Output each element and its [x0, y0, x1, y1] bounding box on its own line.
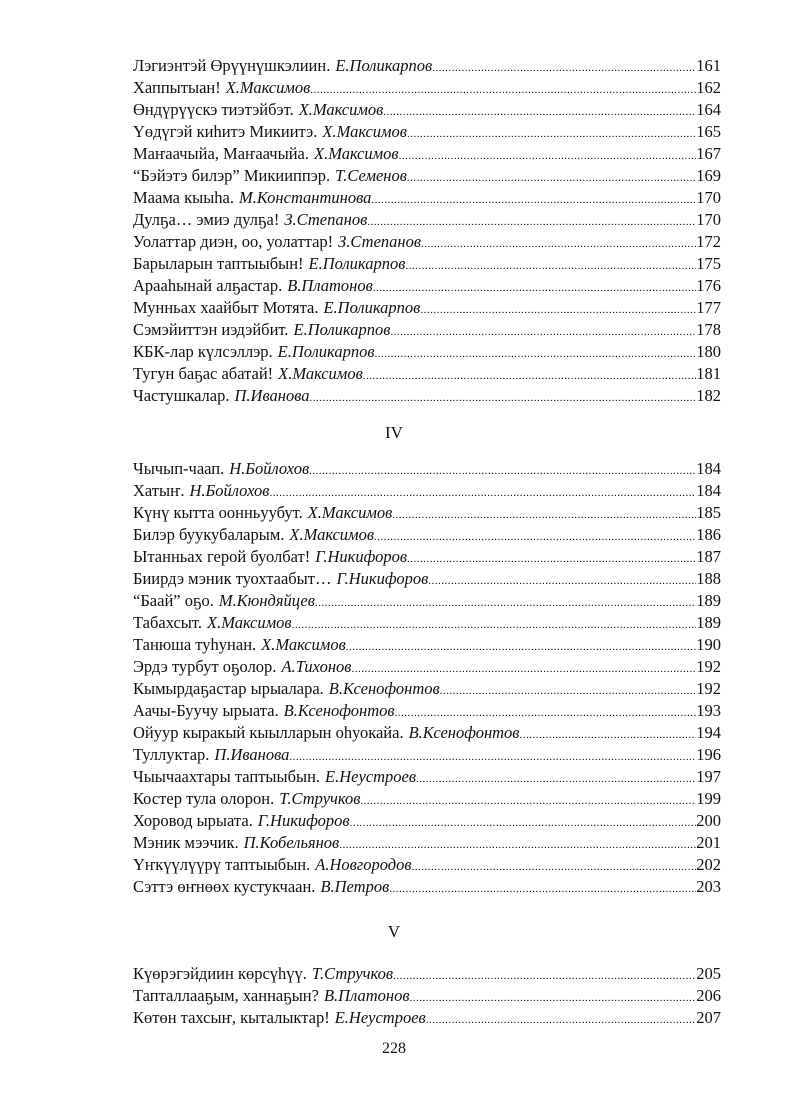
dot-leader: [407, 553, 696, 565]
toc-entry: [133, 569, 721, 591]
entry-title: КБК-лар күлсэллэр.: [133, 342, 273, 361]
entry-title: Билэр буукубаларым.: [133, 525, 285, 544]
entry-author: Г.Никифоров: [336, 569, 429, 588]
entry-author: В.Ксенофонтов: [283, 701, 395, 720]
entry-page: 170: [696, 188, 721, 207]
entry-author: В.Платонов: [287, 276, 373, 295]
entry-page: 192: [696, 657, 721, 676]
entry-title: “Бэйэтэ билэр” Микииппэр.: [133, 166, 331, 185]
section-heading-iv: IV: [385, 423, 403, 442]
entry-page: 201: [696, 833, 721, 852]
toc-entry: [133, 789, 721, 811]
entry-author: Т.Стручков: [311, 964, 394, 983]
entry-page: 206: [696, 986, 721, 1005]
entry-title: Кымырдаҕастар ырыалара.: [133, 679, 324, 698]
dot-leader: [412, 861, 697, 873]
entry-title: Аачы-Буучу ырыата.: [133, 701, 279, 720]
entry-author: М.Константинова: [238, 188, 372, 207]
dot-leader: [519, 729, 696, 741]
entry-page: 176: [696, 276, 721, 295]
entry-title: Костер тула олорон.: [133, 789, 275, 808]
dot-leader: [383, 106, 696, 118]
entry-title: Чычып-чаап.: [133, 459, 225, 478]
toc-list-section-3: [133, 56, 721, 408]
entry-page: 162: [696, 78, 721, 97]
dot-leader: [421, 238, 696, 250]
entry-author: З.Степанов: [338, 232, 422, 251]
section-heading-v: V: [387, 922, 401, 941]
toc-entry: [133, 386, 721, 408]
toc-entry: [133, 877, 721, 899]
toc-entry: [133, 298, 721, 320]
entry-title: Дулҕа… эмиэ дулҕа!: [133, 210, 280, 229]
entry-title: Өндүрүүскэ тиэтэйбэт.: [133, 100, 294, 119]
entry-author: Х.Максимов: [207, 613, 292, 632]
entry-page: 186: [696, 525, 721, 544]
entry-page: 181: [696, 364, 721, 383]
dot-leader: [426, 1014, 697, 1026]
entry-title: Тугун баҕас абатай!: [133, 364, 274, 383]
toc-entry: [133, 100, 721, 122]
dot-leader: [289, 751, 696, 763]
entry-page: 164: [696, 100, 721, 119]
toc-entry: [133, 166, 721, 188]
entry-page: 184: [696, 481, 721, 500]
entry-author: П.Иванова: [234, 386, 310, 405]
entry-author: Х.Максимов: [322, 122, 407, 141]
entry-page: 203: [696, 877, 721, 896]
entry-author: Т.Семенов: [335, 166, 407, 185]
entry-author: Н.Бойлохов: [229, 459, 310, 478]
toc-entry: [133, 1008, 721, 1030]
toc-entry: [133, 613, 721, 635]
dot-leader: [310, 84, 696, 96]
entry-author: П.Кобельянов: [243, 833, 340, 852]
entry-author: Т.Стручков: [279, 789, 361, 808]
toc-entry: [133, 723, 721, 745]
toc-entry: [133, 833, 721, 855]
entry-title: “Баай” оҕо.: [133, 591, 214, 610]
entry-page: 172: [696, 232, 721, 251]
entry-title: Туллуктар.: [133, 745, 210, 764]
entry-page: 196: [696, 745, 721, 764]
entry-page: 165: [696, 122, 721, 141]
entry-author: А.Новгородов: [315, 855, 412, 874]
entry-title: Сэмэйиттэн иэдэйбит.: [133, 320, 289, 339]
dot-leader: [371, 194, 696, 206]
entry-page: 194: [696, 723, 721, 742]
dot-leader: [310, 392, 697, 404]
entry-title: Арааһынай алҕастар.: [133, 276, 283, 295]
toc-entry: [133, 547, 721, 569]
entry-page: 169: [696, 166, 721, 185]
entry-title: Хатыҥ.: [133, 481, 185, 500]
toc-entry: [133, 745, 721, 767]
entry-page: 205: [696, 964, 721, 983]
entry-title: Частушкалар.: [133, 386, 230, 405]
entry-author: В.Платонов: [323, 986, 410, 1005]
entry-page: 199: [696, 789, 721, 808]
dot-leader: [309, 465, 696, 477]
entry-author: Е.Неустроев: [325, 767, 417, 786]
dot-leader: [392, 509, 696, 521]
entry-page: 207: [696, 1008, 721, 1027]
toc-list-section-4: [133, 459, 721, 899]
toc-entry: [133, 254, 721, 276]
entry-title: Маама кыыһа.: [133, 188, 234, 207]
toc-entry: [133, 986, 721, 1008]
dot-leader: [420, 304, 696, 316]
entry-title: Күөрэгэйдиин көрсүһүү.: [133, 964, 307, 983]
entry-title: Тапталлааҕым, ханнаҕын?: [133, 986, 319, 1005]
toc-entry: [133, 811, 721, 833]
entry-page: 193: [696, 701, 721, 720]
toc-entry: [133, 276, 721, 298]
entry-title: Сэттэ өҥнөөх кустукчаан.: [133, 877, 316, 896]
entry-title: Барыларын таптыыбын!: [133, 254, 304, 273]
entry-page: 188: [696, 569, 721, 588]
dot-leader: [373, 282, 697, 294]
entry-author: Г.Никифоров: [315, 547, 408, 566]
dot-leader: [360, 795, 696, 807]
entry-author: Х.Максимов: [278, 364, 363, 383]
entry-author: Г.Никифоров: [257, 811, 350, 830]
entry-page: 167: [696, 144, 721, 163]
dot-leader: [315, 597, 696, 609]
dot-leader: [367, 216, 696, 228]
dot-leader: [407, 172, 696, 184]
entry-page: 182: [696, 386, 721, 405]
dot-leader: [346, 641, 697, 653]
dot-leader: [432, 62, 696, 74]
toc-entry: [133, 122, 721, 144]
entry-author: В.Ксенофонтов: [328, 679, 440, 698]
entry-author: Х.Максимов: [289, 525, 374, 544]
entry-author: Е.Неустроев: [334, 1008, 426, 1027]
entry-author: З.Степанов: [284, 210, 368, 229]
toc-entry: [133, 481, 721, 503]
entry-page: 189: [696, 591, 721, 610]
dot-leader: [428, 575, 696, 587]
entry-title: Уолаттар диэн, оо, уолаттар!: [133, 232, 334, 251]
toc-entry: [133, 232, 721, 254]
dot-leader: [374, 531, 696, 543]
dot-leader: [390, 326, 696, 338]
entry-page: 187: [696, 547, 721, 566]
toc-entry: [133, 78, 721, 100]
page-number: 228: [382, 1040, 406, 1057]
entry-author: Е.Поликарпов: [335, 56, 433, 75]
entry-title: Ойуур кыракый кыылларын оһуокайа.: [133, 723, 404, 742]
entry-page: 170: [696, 210, 721, 229]
entry-author: Х.Максимов: [307, 503, 393, 522]
entry-author: Х.Максимов: [225, 78, 311, 97]
toc-entry: [133, 320, 721, 342]
entry-title: Биирдэ мэник туохтаабыт…: [133, 569, 332, 588]
entry-author: М.Кюндяйцев: [218, 591, 315, 610]
entry-page: 184: [696, 459, 721, 478]
entry-author: Х.Максимов: [261, 635, 346, 654]
dot-leader: [351, 663, 696, 675]
entry-author: А.Тихонов: [281, 657, 352, 676]
toc-entry: [133, 679, 721, 701]
entry-title: Танюша туһунан.: [133, 635, 257, 654]
dot-leader: [405, 260, 696, 272]
entry-title: Күнү кытта оонньуубут.: [133, 503, 303, 522]
entry-title: Табахсыт.: [133, 613, 202, 632]
entry-page: 202: [696, 855, 721, 874]
dot-leader: [399, 150, 697, 162]
dot-leader: [440, 685, 697, 697]
dot-leader: [363, 370, 697, 382]
toc-entry: [133, 56, 721, 78]
entry-author: Х.Максимов: [298, 100, 384, 119]
toc-entry: [133, 591, 721, 613]
toc-entry: [133, 657, 721, 679]
dot-leader: [375, 348, 697, 360]
dot-leader: [292, 619, 697, 631]
toc-entry: [133, 855, 721, 877]
toc-entry: [133, 210, 721, 232]
entry-title: Хоровод ырыата.: [133, 811, 253, 830]
entry-page: 177: [696, 298, 721, 317]
entry-page: 192: [696, 679, 721, 698]
dot-leader: [350, 817, 697, 829]
toc-entry: [133, 144, 721, 166]
dot-leader: [339, 839, 696, 851]
toc-list-section-5: [133, 964, 721, 1030]
dot-leader: [389, 883, 696, 895]
entry-author: Е.Поликарпов: [308, 254, 406, 273]
toc-entry: [133, 701, 721, 723]
entry-page: 161: [696, 56, 721, 75]
dot-leader: [393, 970, 696, 982]
entry-page: 197: [696, 767, 721, 786]
dot-leader: [416, 773, 696, 785]
entry-title: Ытанньах герой буолбат!: [133, 547, 311, 566]
toc-entry: [133, 964, 721, 986]
entry-author: Е.Поликарпов: [293, 320, 391, 339]
toc-entry: [133, 635, 721, 657]
entry-author: Е.Поликарпов: [323, 298, 421, 317]
entry-author: В.Ксенофонтов: [408, 723, 520, 742]
toc-entry: [133, 503, 721, 525]
entry-title: Мунньах хаайбыт Мотята.: [133, 298, 319, 317]
entry-page: 185: [696, 503, 721, 522]
entry-author: Н.Бойлохов: [189, 481, 270, 500]
entry-author: П.Иванова: [214, 745, 290, 764]
dot-leader: [410, 992, 697, 1004]
entry-title: Маҥаачыйа, Маҥаачыйа.: [133, 144, 309, 163]
entry-author: В.Петров: [320, 877, 390, 896]
toc-entry: [133, 767, 721, 789]
entry-title: Көтөн тахсыҥ, кыталыктар!: [133, 1008, 330, 1027]
toc-entry: [133, 525, 721, 547]
toc-entry: [133, 364, 721, 386]
toc-entry: [133, 342, 721, 364]
entry-title: Үөдүгэй киһитэ Микиитэ.: [133, 122, 318, 141]
entry-author: Е.Поликарпов: [277, 342, 375, 361]
entry-title: Лэгиэнтэй Өрүүнүшкэлиин.: [133, 56, 331, 75]
dot-leader: [407, 128, 696, 140]
dot-leader: [395, 707, 697, 719]
entry-page: 200: [696, 811, 721, 830]
entry-title: Хаппытыан!: [133, 78, 221, 97]
entry-title: Чыычаахтары таптыыбын.: [133, 767, 321, 786]
toc-entry: [133, 188, 721, 210]
entry-title: Мэник мээчик.: [133, 833, 239, 852]
entry-title: Эрдэ турбут оҕолор.: [133, 657, 277, 676]
dot-leader: [269, 487, 696, 499]
entry-page: 178: [696, 320, 721, 339]
entry-title: Үҥкүүлүүрү таптыыбын.: [133, 855, 311, 874]
entry-page: 175: [696, 254, 721, 273]
entry-page: 180: [696, 342, 721, 361]
entry-page: 190: [696, 635, 721, 654]
toc-entry: [133, 459, 721, 481]
entry-page: 189: [696, 613, 721, 632]
entry-author: Х.Максимов: [313, 144, 399, 163]
